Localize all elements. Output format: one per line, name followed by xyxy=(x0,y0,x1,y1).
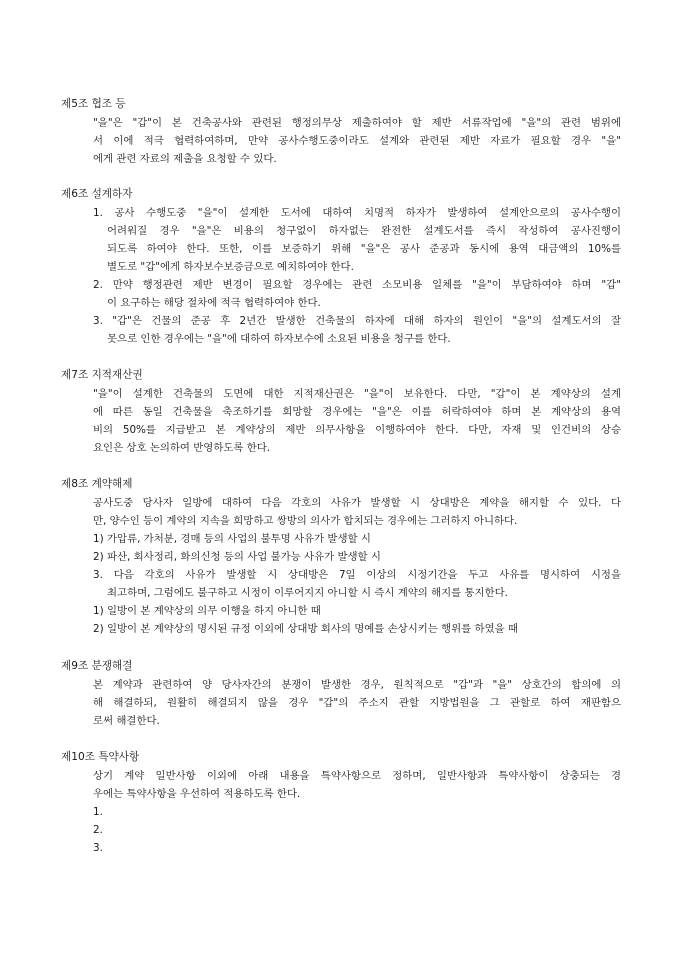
article-8-line-7: 1) 일방이 본 계약상의 의무 이행을 하지 아니한 때 xyxy=(93,605,321,617)
article-7-line-3: 비의 50%를 지급받고 본 계약상의 제반 의무사항을 이행하여야 한다. 다만, 자재 및 인건비의 상승 xyxy=(93,424,621,436)
article-6-line-3: 되도록 하여야 한다. 또한, 이를 보증하기 위해 "을"은 공사 준공과 동시에 용역 대금액의 10%를 xyxy=(107,243,621,255)
article-10-line-1: 상기 계약 일반사항 이외에 아래 내용을 특약사항으로 정하며, 일반사항과 특약사항이 상충되는 경 xyxy=(93,770,621,782)
article-8-line-2: 만, 양수인 등이 계약의 지속을 희망하고 쌍방의 의사가 합치되는 경우에는 그러하지 아니하다. xyxy=(93,515,518,527)
article-8-line-8: 2) 일방이 본 계약상의 명시된 규정 이외에 상대방 회사의 명예를 손상시키는 행위를 하였을 때 xyxy=(93,623,518,635)
article-7-line-1: "을"이 설계한 건축물의 도면에 대한 지적재산권은 "을"이 보유한다. 다만, "갑"이 본 계약상의 설계 xyxy=(93,388,621,400)
article-9-title: 제9조 분쟁해결 xyxy=(61,660,133,672)
article-8-title: 제8조 계약해제 xyxy=(61,478,133,490)
article-8-line-4: 2) 파산, 회사정리, 화의신청 등의 사업 불가능 사유가 발생할 시 xyxy=(93,551,381,563)
special-item-3: 3. xyxy=(93,842,103,854)
article-7-line-2: 에 따른 동일 건축물을 축조하기를 희망할 경우에는 "을"은 이를 허락하여야 하며 본 계약상의 용역 xyxy=(93,406,621,418)
article-8-line-1: 공사도중 당사자 일방에 대하여 다음 각호의 사유가 발생할 시 상대방은 계약을 해지할 수 있다. 다 xyxy=(93,497,621,509)
article-6-line-4: 별도로 "갑"에게 하자보수보증금으로 예치하여야 한다. xyxy=(107,261,354,273)
article-6-line-1: 1. 공사 수행도중 "을"이 설계한 도서에 대하여 치명적 하자가 발생하여 설계안으로의 공사수행이 xyxy=(93,207,621,219)
special-item-1: 1. xyxy=(93,806,103,818)
article-6-line-5: 2. 만약 행정관련 제반 변경이 필요할 경우에는 관련 소모비용 일체를 "을"이 부담하여야 하며 "갑" xyxy=(93,279,621,291)
article-7-line-4: 요인은 상호 논의하여 반영하도록 한다. xyxy=(93,442,271,454)
article-6-line-7: 3. "갑"은 건물의 준공 후 2년간 발생한 건축물의 하자에 대해 하자의 원인이 "을"의 설계도서의 잘 xyxy=(93,315,621,327)
article-8-line-3: 1) 가압류, 가처분, 경매 등의 사업의 불투명 사유가 발생할 시 xyxy=(93,533,371,545)
article-5-line-3: 에게 관련 자료의 제출을 요청할 수 있다. xyxy=(93,153,277,165)
article-9-line-1: 본 계약과 관련하여 양 당사자간의 분쟁이 발생한 경우, 원칙적으로 "갑"과 "을" 상호간의 합의에 의 xyxy=(93,679,621,691)
article-5-line-2: 서 이에 적극 협력하여하며, 만약 공사수행도중이라도 설계와 관련된 제반 자료가 필요할 경우 "을" xyxy=(93,135,621,147)
article-6-line-6: 이 요구하는 해당 절차에 적극 협력하여야 한다. xyxy=(107,297,321,309)
article-8-line-6: 최고하며, 그럼에도 불구하고 시정이 이루어지지 아니할 시 즉시 계약의 해지를 통지한다. xyxy=(107,587,508,599)
article-10-line-2: 우에는 특약사항을 우선하여 적용하도록 한다. xyxy=(93,788,301,800)
article-7-title: 제7조 지적재산권 xyxy=(61,369,143,381)
special-item-2: 2. xyxy=(93,824,103,836)
article-9-line-3: 로써 해결한다. xyxy=(93,715,160,727)
article-9-line-2: 해 해결하되, 원활히 해결되지 않을 경우 "갑"의 주소지 관할 지방법원을 그 관할로 하여 재판함으 xyxy=(93,697,621,709)
article-6-line-2: 어려워질 경우 "을"은 비용의 청구없이 하자없는 완전한 설계도서를 즉시 작성하여 공사진행이 xyxy=(107,225,621,237)
article-5-title: 제5조 협조 등 xyxy=(61,98,126,110)
article-6-title: 제6조 설계하자 xyxy=(61,188,133,200)
article-6-line-8: 못으로 인한 경우에는 "을"에 대하여 하자보수에 소요된 비용을 청구를 한다. xyxy=(107,333,451,345)
article-8-line-5: 3. 다음 각호의 사유가 발생할 시 상대방은 7일 이상의 시정기간을 두고 사유를 명시하여 시정을 xyxy=(93,569,621,581)
article-5-line-1: "을"은 "갑"이 본 건축공사와 관련된 행정의무상 제출하여야 할 제반 서류작업에 "을"의 관련 범위에 xyxy=(93,117,621,129)
article-10-title: 제10조 특약사항 xyxy=(61,751,140,763)
